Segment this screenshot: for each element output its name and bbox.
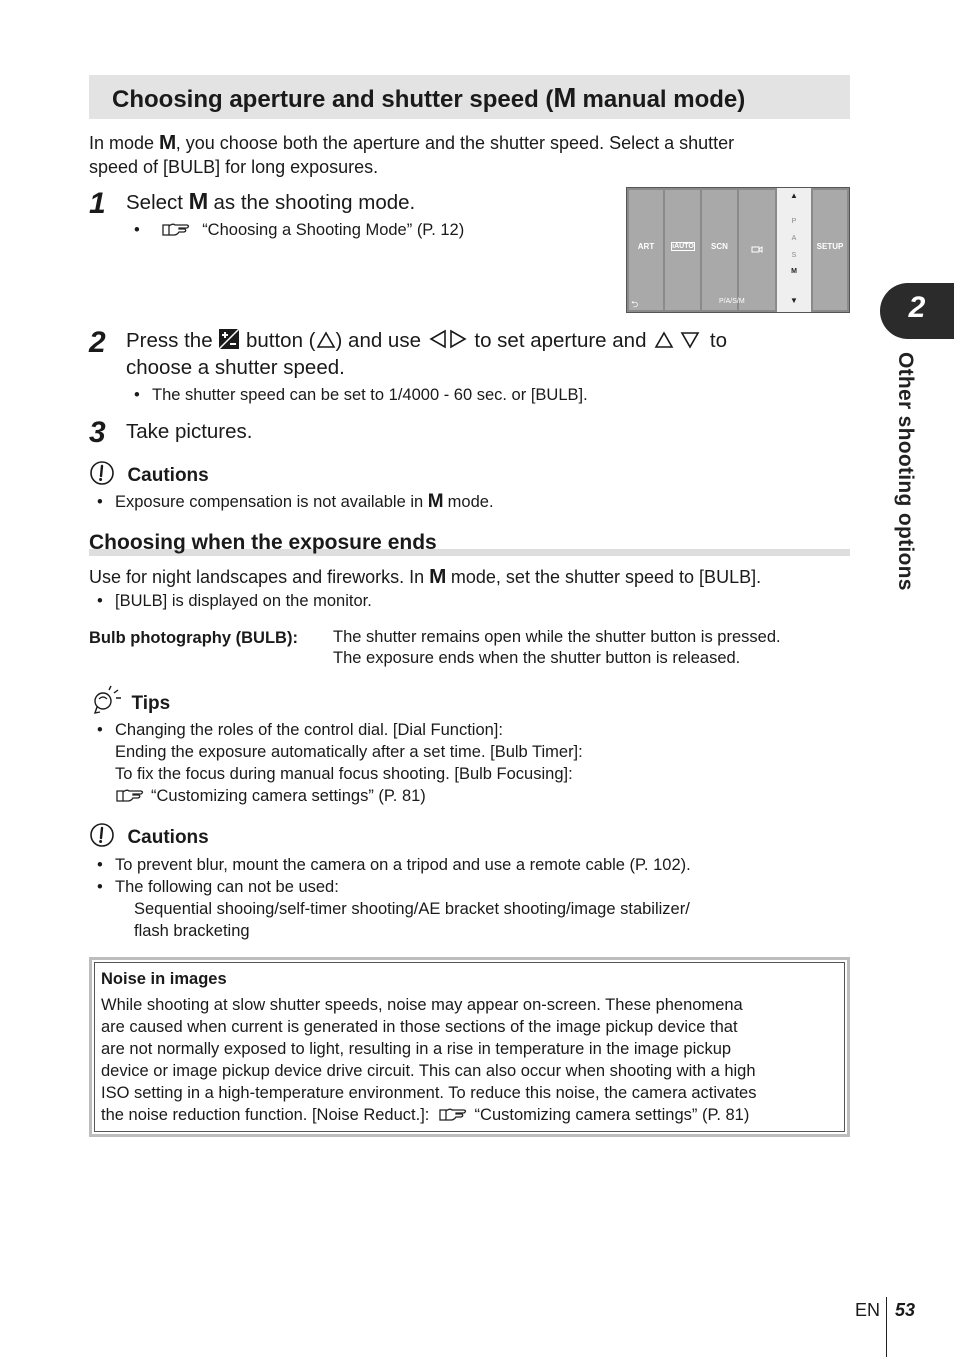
step-2-text: Press the button ( ) and use to set aperture and to choose a shutter speed. [126, 329, 727, 379]
subheading-exposure-ends: Choosing when the exposure ends [89, 531, 437, 554]
cautions-heading: Cautions [89, 460, 209, 487]
pasm-label: P/A/S/M [719, 298, 745, 305]
footer-separator [886, 1297, 887, 1357]
noise-box-text: While shooting at slow shutter speeds, noise may appear on-screen. These phenomena are caused when current is generated in those sections of the image pickup device that are not normally exposed to light, resulting in a rise in temperature in the image pickup device or image pickup device drive circuit. This can also occur when shooting with a high ISO setting in a high-temperature environment. To reduce this noise, the camera activates the noise reduction function. [Noise Reduct.]: “Customizing camera settings” (P. 81) [101, 996, 757, 1124]
step-3-text: Take pictures. [126, 420, 253, 443]
noise-box-heading: Noise in images [101, 970, 227, 988]
left-right-arrows-icon [427, 329, 469, 349]
footer-page-number: 53 [895, 1300, 916, 1320]
cautions-heading: Cautions [89, 822, 209, 849]
m-mode-icon: M [429, 565, 446, 588]
tips-heading: Tips [89, 684, 170, 716]
back-icon: ⮌ [631, 299, 639, 309]
mode-movie [739, 190, 775, 310]
bulb-description: The shutter remains open while the shutter button is pressed. The exposure ends when the shutter button is released. [333, 628, 781, 667]
caution-icon [89, 822, 115, 848]
mode-pasm-list: ▲ P A S M ▼ [777, 188, 811, 312]
tips-list: • Changing the roles of the control dial. [Dial Function]: Ending the exposure automatically after a set time. [Bulb Timer]: To fix the focus during manual focus shooting. [Bulb Focusing]: “Customizing camera settings” (P. 81) [97, 721, 583, 805]
exposure-bullet: • [BULB] is displayed on the monitor. [97, 592, 372, 610]
bulb-label: Bulb photography (BULB): [89, 629, 298, 647]
step-1-bullet: • “Choosing a Shooting Mode” (P. 12) [134, 221, 465, 239]
m-mode-icon: M [427, 491, 444, 512]
chapter-number: 2 [908, 291, 926, 324]
exposure-compensation-icon [218, 328, 240, 350]
mode-dial-screen [626, 187, 850, 313]
mode-iauto: iAUTO [665, 190, 700, 310]
caution-icon [89, 460, 115, 486]
mode-art: ART [629, 190, 663, 310]
mode-scn: SCN [702, 190, 737, 310]
step-3-number: 3 [89, 416, 106, 449]
section-title: Choosing aperture and shutter speed (M manual mode) [112, 82, 746, 113]
movie-icon [751, 244, 763, 254]
step-1-text: Select M as the shooting mode. [126, 188, 416, 214]
up-arrow-icon [316, 331, 336, 349]
intro-paragraph: In mode M, you choose both the aperture and the shutter speed. Select a shutter speed of [BULB] for long exposures. [89, 131, 735, 177]
reference-hand-icon [115, 787, 147, 803]
up-down-arrows-icon [652, 331, 704, 349]
step-2-number: 2 [89, 326, 106, 359]
mode-setup: SETUP [813, 190, 847, 310]
m-mode-icon: M [553, 82, 576, 113]
step-2-bullet: • The shutter speed can be set to 1/4000 - 60 sec. or [BULB]. [134, 386, 588, 404]
lightbulb-icon [89, 684, 123, 716]
cautions-1-bullet: • Exposure compensation is not available in M mode. [97, 491, 494, 512]
cautions-2-list: • To prevent blur, mount the camera on a tripod and use a remote cable (P. 102). • The following can not be used: Sequential shooing/self-timer shooting/AE bracket shooting/image stabilizer/ flash bracketing [97, 856, 691, 940]
step-1-number: 1 [89, 187, 106, 220]
m-mode-icon: M [159, 131, 176, 154]
m-mode-icon: M [188, 188, 208, 214]
reference-hand-icon [161, 221, 193, 237]
reference-hand-icon [438, 1106, 470, 1122]
exposure-intro: Use for night landscapes and fireworks. In M mode, set the shutter speed to [BULB]. [89, 565, 762, 588]
footer-language: EN [855, 1300, 881, 1320]
chapter-side-label: Other shooting options [894, 352, 917, 591]
